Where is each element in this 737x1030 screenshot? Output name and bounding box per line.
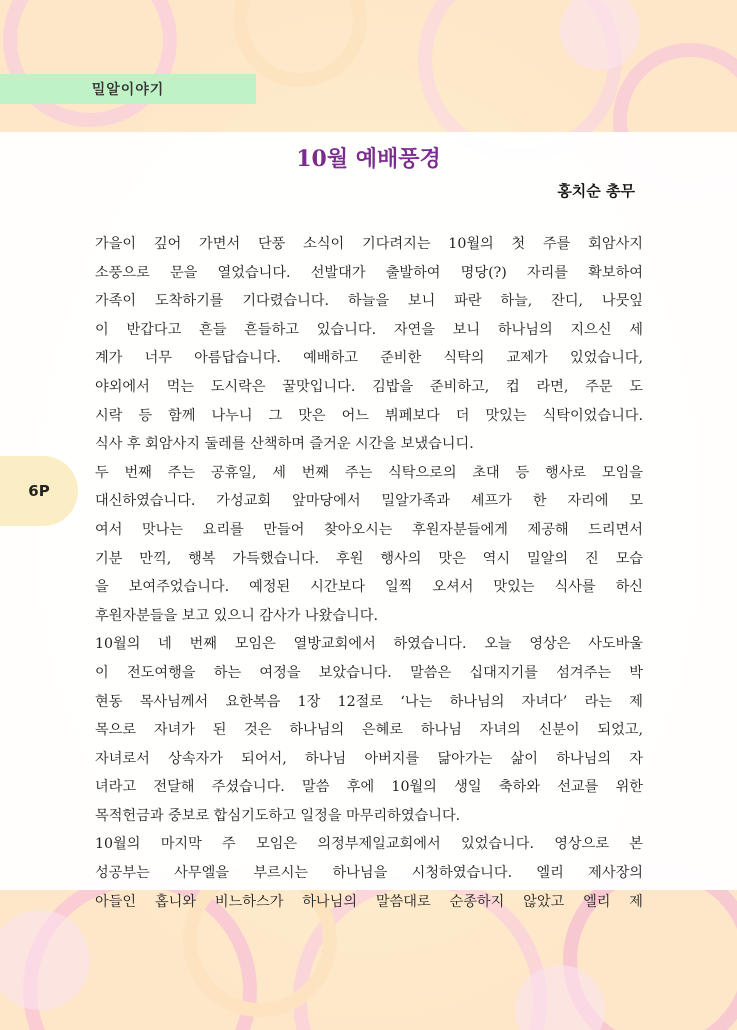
body-line: 기분 만끽, 행복 가득했습니다. 후원 행사의 맛은 역시 밀알의 진 모습 (95, 550, 643, 567)
body-line: 여서 맛나는 요리를 만들어 찾아오시는 후원자분들에게 제공해 드리면서 (95, 521, 643, 538)
body-line: 이 반갑다고 흔들 흔들하고 있습니다. 자연을 보니 하나님의 지으신 세 (95, 321, 643, 338)
article-author: 홍치순 총무 (557, 182, 635, 200)
body-line: 가을이 깊어 가면서 단풍 소식이 기다려지는 10월의 첫 주를 회암사지 (95, 236, 643, 252)
body-line: 10월의 네 번째 모임은 열방교회에서 하였습니다. 오늘 영상은 사도바울 (95, 636, 643, 653)
body-line: 목으로 자녀가 된 것은 하나님의 은혜로 하나님 자녀의 신분이 되었고, (95, 722, 643, 739)
section-label: 밀알이야기 (0, 74, 256, 104)
body-line: 목적헌금과 중보로 합심기도하고 일정을 마무리하였습니다. (95, 807, 461, 824)
body-line: 야외에서 먹는 도시락은 꿀맛입니다. 김밥을 준비하고, 컵 라면, 주문 도 (95, 378, 643, 395)
body-line: 자녀로서 상속자가 되어서, 하나님 아버지를 닮아가는 삶이 하나님의 자 (95, 750, 643, 767)
page-number-tab (0, 456, 78, 526)
body-line: 두 번째 주는 공휴일, 세 번째 주는 식탁으로의 초대 등 행사로 모임을 (95, 464, 643, 481)
body-line: 소풍으로 문을 열었습니다. 선발대가 출발하여 명당(?) 자리를 확보하여 (95, 264, 643, 281)
body-line: 대신하였습니다. 가성교회 앞마당에서 밀알가족과 셰프가 한 자리에 모 (95, 493, 643, 510)
body-line: 식사 후 회암사지 둘레를 산책하며 즐거운 시간을 보냈습니디. (95, 436, 474, 453)
body-line: 계가 너무 아름답습니다. 예배하고 준비한 식탁의 교제가 있었습니다, (95, 350, 643, 367)
page-number: 6P (28, 482, 50, 500)
body-line: 아들인 홉니와 비느하스가 하나님의 말씀대로 순종하지 않았고 엘리 제 (95, 893, 643, 910)
body-line: 시락 등 함께 나누니 그 맛은 어느 뷔페보다 더 맛있는 식탁이었습니다. (95, 407, 643, 424)
body-line: 을 보여주었습니다. 예정된 시간보다 일찍 오셔서 맛있는 식사를 하신 (95, 579, 643, 596)
body-line: 가족이 도착하기를 기다렸습니다. 하늘을 보니 파란 하늘, 잔디, 나뭇잎 (95, 293, 643, 310)
body-line: 후원자분들을 보고 있으니 감사가 나왔습니다. (95, 607, 378, 624)
article-title: 10월 예배풍경 (296, 146, 441, 172)
article-body (95, 230, 643, 916)
body-line: 현동 목사님께서 요한복음 1장 12절로 ‘나는 하나님의 자녀다’ 라는 제 (95, 693, 643, 710)
body-line: 녀라고 전달해 주셨습니다. 말씀 후에 10월의 생일 축하와 선교를 위한 (95, 779, 643, 796)
body-line: 이 전도여행을 하는 여정을 보았습니다. 말씀은 십대지기를 섬겨주는 박 (95, 664, 643, 681)
body-line: 성공부는 사무엘을 부르시는 하나님을 시청하였습니다. 엘리 제사장의 (95, 865, 643, 882)
body-line: 10월의 마지막 주 모임은 의정부제일교회에서 있었습니다. 영상으로 본 (95, 836, 643, 853)
